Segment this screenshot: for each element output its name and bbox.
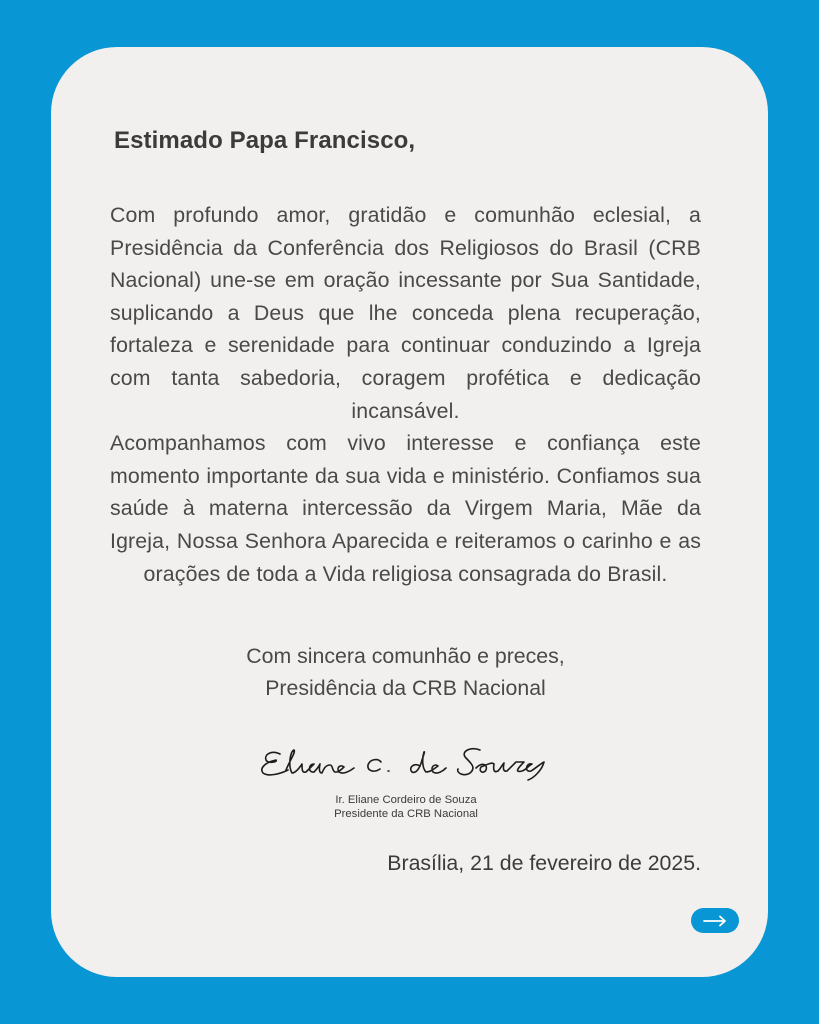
letter-body: [110, 199, 701, 590]
letter-closing: [110, 640, 701, 704]
closing-line-2: Presidência da CRB Nacional: [265, 676, 546, 700]
arrow-right-icon: [702, 915, 728, 927]
signer-name: Ir. Eliane Cordeiro de Souza: [335, 794, 477, 806]
place-and-date: Brasília, 21 de fevereiro de 2025.: [387, 851, 701, 875]
handwritten-signature: [256, 740, 556, 782]
next-button[interactable]: [691, 908, 739, 933]
letter-greeting: Estimado Papa Francisco,: [114, 127, 416, 154]
letter-paragraph-1: Com profundo amor, gratidão e comunhão eclesial, a Presidência da Conferência dos Religiosos do Brasil (CRB Nacional) une-se em oração incessante por Sua Santidade, suplicando a Deus que lhe conceda plena recuperação, fortaleza e serenidade para continuar conduzindo a Igreja com tanta sabedoria, coragem profética e dedicação incansável.: [110, 203, 701, 423]
letter-paragraph-2: Acompanhamos com vivo interesse e confiança este momento importante da sua vida e ministério. Confiamos sua saúde à materna intercessão da Virgem Maria, Mãe da Igreja, Nossa Senhora Aparecida e reiteramos o carinho e as orações de toda a Vida religiosa consagrada do Brasil.: [110, 431, 701, 586]
signer-block: [251, 793, 561, 821]
signer-title: Presidente da CRB Nacional: [334, 808, 478, 820]
closing-line-1: Com sincera comunhão e preces,: [246, 644, 565, 668]
letter-card: [51, 47, 768, 977]
